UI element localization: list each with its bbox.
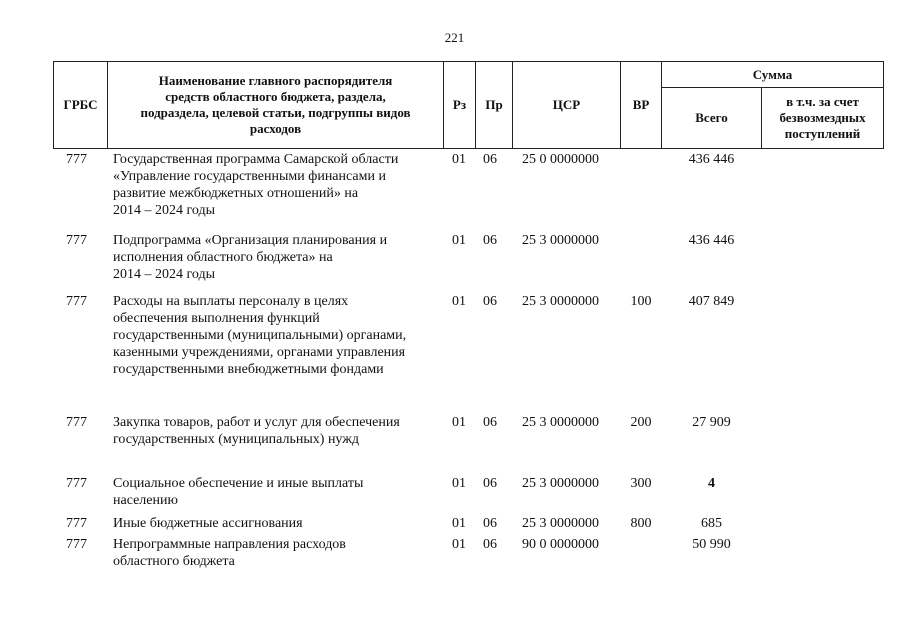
- desc-line: Государственная программа Самарской области: [113, 152, 399, 167]
- row-csr: 90 0 0000000: [522, 537, 599, 552]
- row-vr: 100: [630, 294, 652, 309]
- row-grbs: 777: [66, 476, 87, 491]
- row-total: 685: [701, 516, 722, 531]
- row-desc: [113, 536, 443, 570]
- row-grbs: 777: [66, 415, 87, 430]
- row-grbs: 777: [66, 516, 87, 531]
- row-csr: 25 3 0000000: [522, 516, 599, 531]
- row-csr: 25 0 0000000: [522, 152, 599, 167]
- desc-line: Социальное обеспечение и иные выплаты: [113, 476, 364, 491]
- header-pr: Пр: [475, 61, 513, 149]
- header-csr: ЦСР: [512, 61, 621, 149]
- row-rz: 01: [452, 233, 466, 248]
- row-desc: [113, 475, 443, 509]
- row-rz: 01: [452, 516, 466, 531]
- row-desc: [113, 293, 443, 378]
- row-vr: 300: [630, 476, 652, 491]
- row-desc: [113, 151, 443, 219]
- desc-line: развитие межбюджетных отношений» на: [113, 186, 359, 201]
- row-total: 4: [708, 476, 715, 491]
- row-desc: [113, 414, 443, 448]
- row-csr: 25 3 0000000: [522, 415, 599, 430]
- row-grbs: 777: [66, 537, 87, 552]
- row-total: 50 990: [692, 537, 731, 552]
- row-csr: 25 3 0000000: [522, 233, 599, 248]
- row-pr: 06: [483, 537, 497, 552]
- desc-line: исполнения областного бюджета» на: [113, 250, 333, 265]
- row-rz: 01: [452, 294, 466, 309]
- row-pr: 06: [483, 233, 497, 248]
- row-grbs: 777: [66, 152, 87, 167]
- row-pr: 06: [483, 294, 497, 309]
- desc-line: Иные бюджетные ассигнования: [113, 516, 303, 531]
- header-sum: Сумма: [661, 61, 884, 88]
- desc-line: государственными (муниципальными) органами,: [113, 328, 407, 343]
- row-total: 436 446: [688, 152, 735, 167]
- desc-line: 2014 – 2024 годы: [113, 267, 216, 282]
- row-grbs: 777: [66, 233, 87, 248]
- header-rz: Рз: [443, 61, 476, 149]
- desc-line: 2014 – 2024 годы: [113, 203, 216, 218]
- header-name-line: подраздела, целевой статьи, подгруппы видов: [140, 105, 411, 120]
- header-total: Всего: [661, 87, 762, 149]
- desc-line: областного бюджета: [113, 554, 235, 569]
- row-desc: [113, 232, 443, 283]
- row-total: 436 446: [688, 233, 735, 248]
- row-rz: 01: [452, 152, 466, 167]
- header-name-line: Наименование главного распорядителя: [158, 73, 393, 88]
- desc-line: казенными учреждениями, органами управления: [113, 345, 406, 360]
- desc-line: Расходы на выплаты персоналу в целях: [113, 294, 349, 309]
- header-incl: [761, 87, 884, 149]
- desc-line: обеспечения выполнения функций: [113, 311, 320, 326]
- header-incl-line: в т.ч. за счет: [786, 94, 859, 109]
- desc-line: государственными внебюджетными фондами: [113, 362, 384, 377]
- desc-line: Подпрограмма «Организация планирования и: [113, 233, 388, 248]
- desc-line: Непрограммные направления расходов: [113, 537, 346, 552]
- header-incl-line: безвозмездных: [779, 110, 866, 125]
- header-name-line: средств областного бюджета, раздела,: [165, 89, 386, 104]
- row-vr: 200: [630, 415, 652, 430]
- page-number: 221: [444, 30, 465, 45]
- row-vr: 800: [630, 516, 652, 531]
- header-grbs: ГРБС: [53, 61, 108, 149]
- row-pr: 06: [483, 152, 497, 167]
- row-rz: 01: [452, 476, 466, 491]
- row-csr: 25 3 0000000: [522, 294, 599, 309]
- header-name-line: расходов: [249, 121, 302, 136]
- row-rz: 01: [452, 415, 466, 430]
- row-grbs: 777: [66, 294, 87, 309]
- row-pr: 06: [483, 516, 497, 531]
- row-pr: 06: [483, 415, 497, 430]
- row-total: 27 909: [692, 415, 731, 430]
- header-name: [107, 61, 444, 149]
- row-rz: 01: [452, 537, 466, 552]
- desc-line: государственных (муниципальных) нужд: [113, 432, 360, 447]
- row-pr: 06: [483, 476, 497, 491]
- desc-line: Закупка товаров, работ и услуг для обеспечения: [113, 415, 400, 430]
- row-csr: 25 3 0000000: [522, 476, 599, 491]
- desc-line: «Управление государственными финансами и: [113, 169, 386, 184]
- row-total: 407 849: [688, 294, 735, 309]
- header-incl-line: поступлений: [784, 126, 861, 141]
- row-desc: [113, 515, 443, 532]
- desc-line: населению: [113, 493, 178, 508]
- header-vr: ВР: [620, 61, 662, 149]
